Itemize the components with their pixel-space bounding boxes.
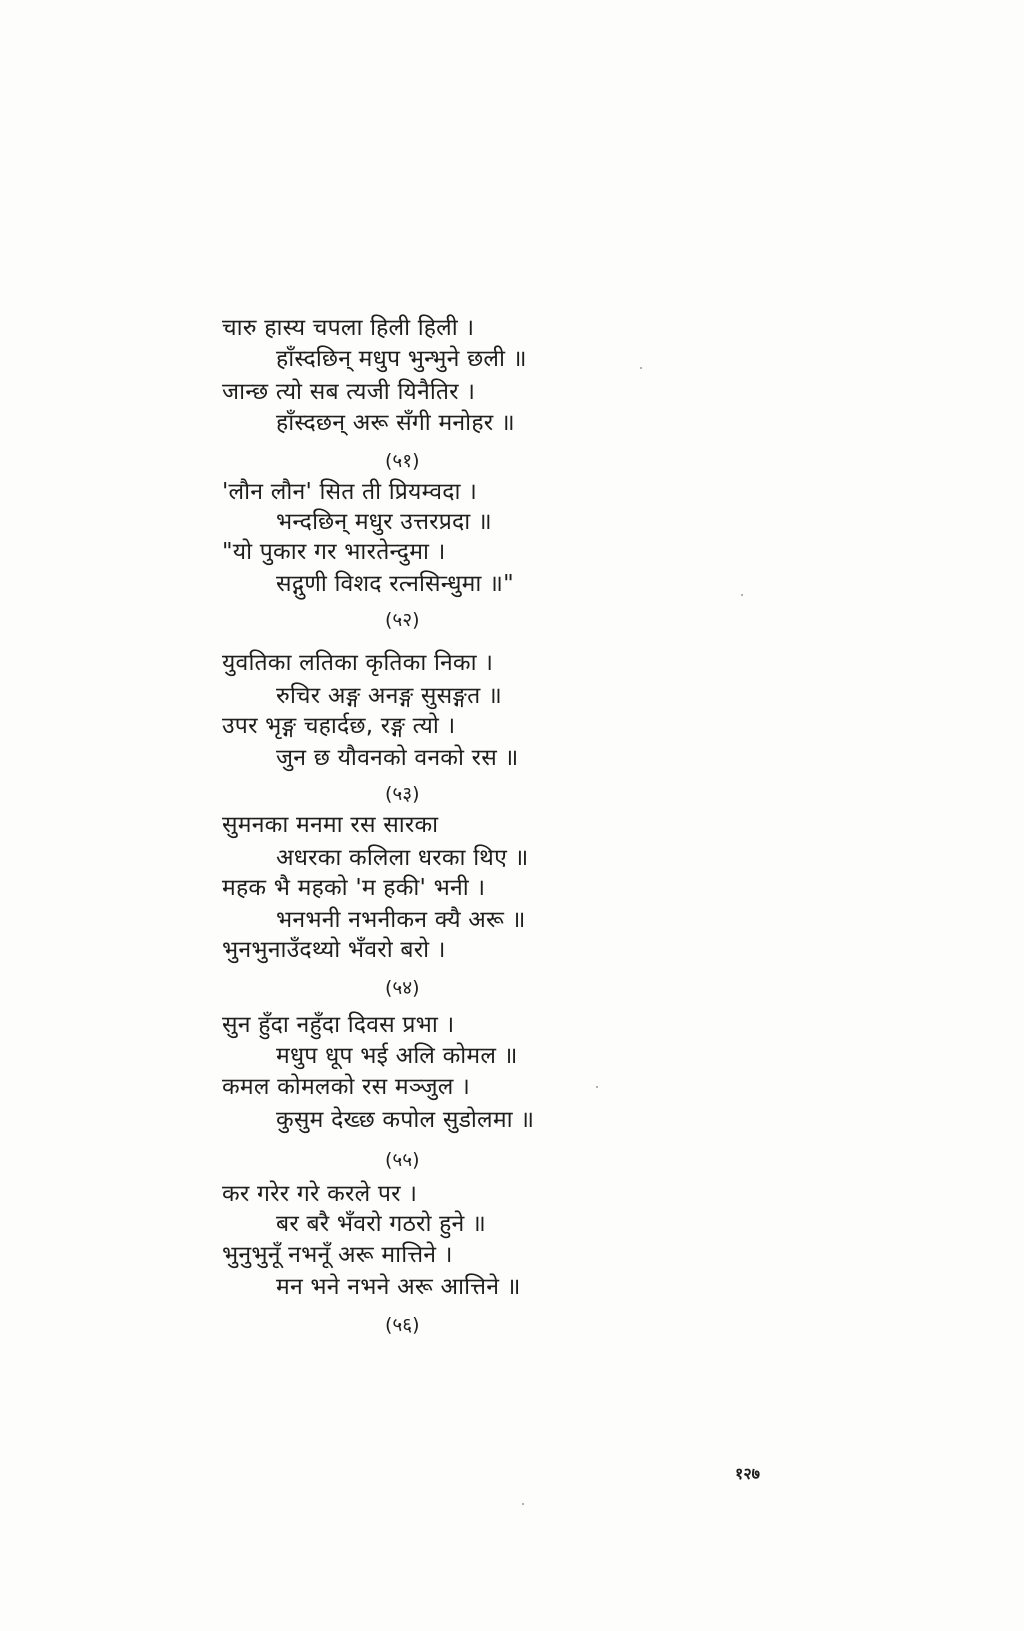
stanza-number: (५५) [385, 1149, 420, 1171]
verse-line: जान्छ त्यो सब त्यजी यिनैतिर । [222, 379, 476, 405]
stanza-number: (५६) [385, 1314, 420, 1336]
scan-speck [741, 594, 743, 596]
verse-line: कुसुम देख्छ कपोल सुडोलमा ॥ [276, 1107, 535, 1133]
scan-speck [522, 1503, 524, 1505]
stanza-number: (५४) [385, 977, 420, 999]
verse-line: हाँस्दछिन् मधुप भुन्भुने छली ॥ [276, 346, 527, 372]
verse-line: महक भै महको 'म हकी' भनी । [222, 875, 486, 901]
verse-line: सुन हुँदा नहुँदा दिवस प्रभा । [222, 1012, 455, 1038]
stanza-number: (५२) [385, 609, 420, 631]
verse-line: भुनभुनाउँदथ्यो भँवरो बरो । [222, 937, 446, 963]
verse-line: युवतिका लतिका कृतिका निका । [222, 650, 494, 676]
verse-line: बर बरै भँवरो गठरो हुने ॥ [276, 1211, 486, 1237]
stanza-number: (५३) [385, 783, 420, 805]
stanza-number: (५१) [385, 450, 420, 472]
verse-line: कर गरेर गरे करले पर । [222, 1181, 418, 1207]
verse-line: सुमनका मनमा रस सारका [222, 812, 439, 838]
verse-line: कमल कोमलको रस मञ्जुल । [222, 1074, 471, 1100]
verse-line: जुन छ यौवनको वनको रस ॥ [276, 745, 519, 771]
verse-line: हाँस्दछन् अरू सँगी मनोहर ॥ [276, 410, 515, 436]
verse-line: अधरका कलिला धरका थिए ॥ [276, 845, 529, 871]
verse-line: उपर भृङ्ग चहार्दछ, रङ्ग त्यो । [222, 713, 456, 739]
verse-line: भुनुभुनूँ नभनूँ अरू मात्तिने । [222, 1242, 453, 1268]
scan-speck [640, 367, 642, 369]
verse-line: "यो पुकार गर भारतेन्दुमा । [222, 539, 446, 565]
verse-line: भनभनी नभनीकन क्यै अरू ॥ [276, 907, 526, 933]
scan-speck [596, 1086, 598, 1088]
verse-line: रुचिर अङ्ग अनङ्ग सुसङ्गत ॥ [276, 683, 502, 709]
verse-line: भन्दछिन् मधुर उत्तरप्रदा ॥ [276, 509, 492, 535]
verse-line: चारु हास्य चपला हिली हिली । [222, 315, 475, 341]
verse-line: मधुप धूप भई अलि कोमल ॥ [276, 1043, 518, 1069]
verse-line: मन भने नभने अरू आत्तिने ॥ [276, 1274, 521, 1300]
page-number: १२७ [735, 1464, 760, 1483]
verse-line: 'लौन लौन' सित ती प्रियम्वदा । [222, 479, 478, 505]
verse-line: सद्गुणी विशद रत्नसिन्धुमा ॥" [276, 571, 514, 597]
